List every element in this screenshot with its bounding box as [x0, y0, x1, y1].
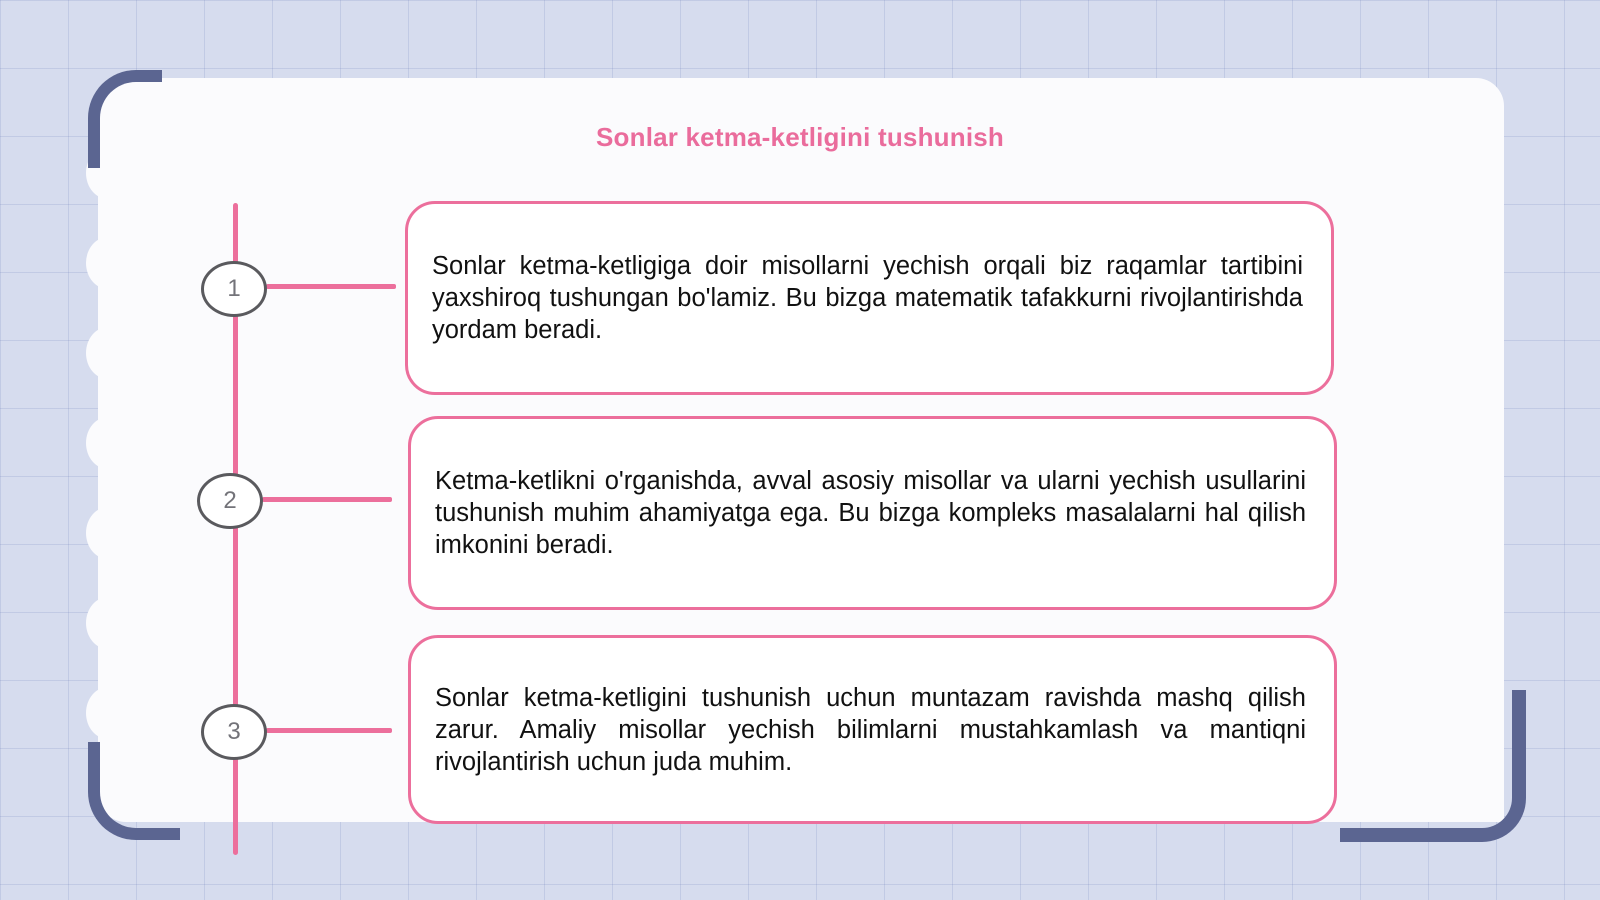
step-2-connector — [262, 497, 392, 502]
step-2-text: Ketma-ketlikni o'rganishda, avval asosiy misollar va ularni yechish usullarini tushunish muhim ahamiyatga ega. Bu bizga kompleks masalalarni hal qilish imkonini beradi. — [435, 467, 1306, 559]
spiral-notch — [86, 417, 130, 469]
step-2-number-badge: 2 — [197, 473, 263, 529]
corner-bracket-bottom-right — [1340, 690, 1526, 842]
step-2-card — [408, 416, 1337, 610]
step-1-connector — [266, 284, 396, 289]
step-3-card — [408, 635, 1337, 824]
spiral-notch — [86, 507, 130, 559]
spiral-notch — [86, 327, 130, 379]
spiral-notch — [86, 237, 130, 289]
corner-bracket-top-left — [88, 70, 162, 168]
step-3-connector — [266, 728, 392, 733]
step-3-number-badge: 3 — [201, 704, 267, 760]
corner-bracket-bottom-left — [88, 742, 180, 840]
spiral-notch — [86, 597, 130, 649]
step-1-card — [405, 201, 1334, 395]
step-3-text: Sonlar ketma-ketligini tushunish uchun muntazam ravishda mashq qilish zarur. Amaliy misollar yechish bilimlarni mustahkamlash va mantiqni rivojlantirish uchun juda muhim. — [435, 683, 1306, 776]
step-1-text: Sonlar ketma-ketligiga doir misollarni yechish orqali biz raqamlar tartibini yaxshiroq tushungan bo'lamiz. Bu bizga matematik tafakkurni rivojlantirishda yordam beradi. — [432, 252, 1303, 344]
step-1-number-badge: 1 — [201, 261, 267, 317]
slide-title: Sonlar ketma-ketligini tushunish — [595, 122, 1005, 152]
spiral-notch — [86, 687, 130, 739]
